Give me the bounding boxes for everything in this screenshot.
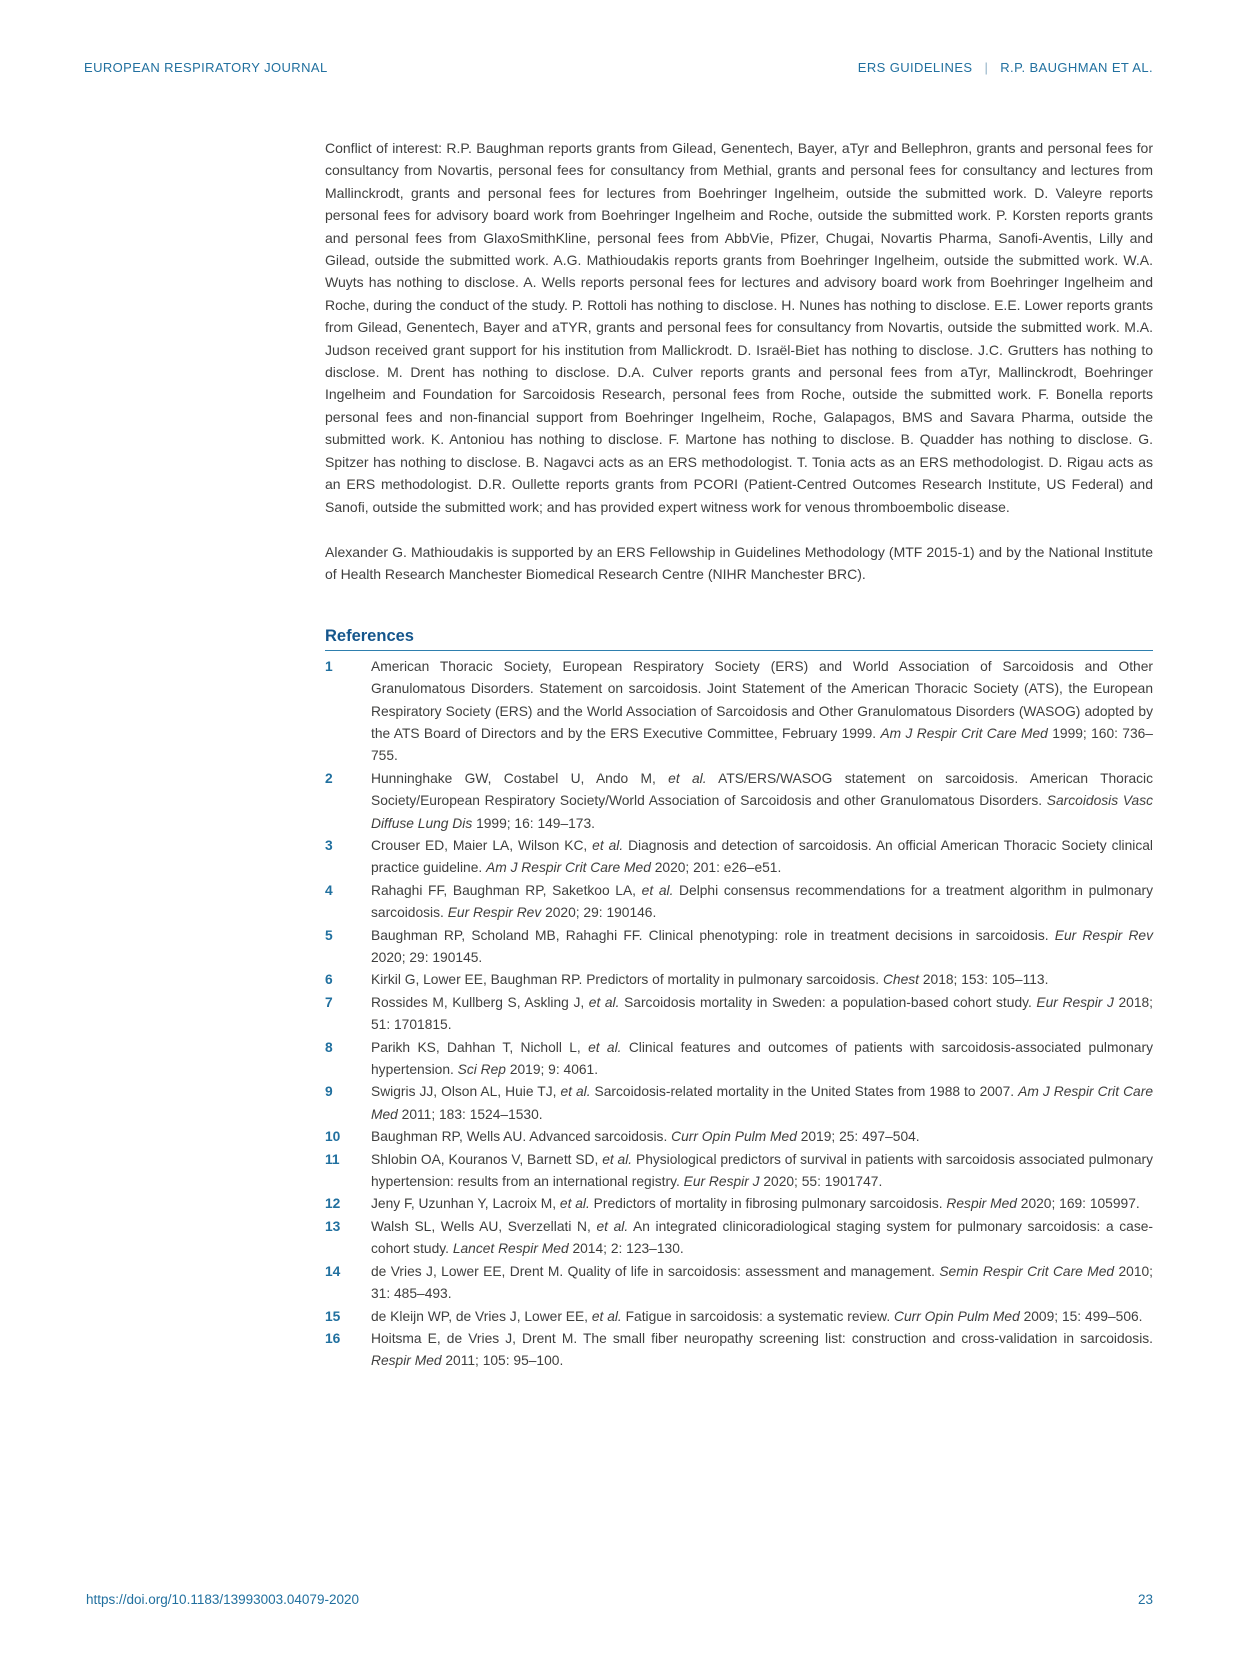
reference-number: 15 [325,1308,341,1324]
reference-number: 9 [325,1084,333,1100]
reference-number: 5 [325,927,333,943]
reference-item [325,1081,1153,1126]
reference-item [325,656,1153,768]
header-separator: | [984,60,989,75]
reference-number: 13 [325,1218,341,1234]
reference-text: Shlobin OA, Kouranos V, Barnett SD, et al. Physiological predictors of survival in patients with sarcoidosis associated pulmonary hypertension: results from an international registry. Eur Respir J 2020; 55: 1901747. [371,1151,1153,1190]
reference-text: de Vries J, Lower EE, Drent M. Quality of life in sarcoidosis: assessment and management. Semin Respir Crit Care Med 2010; 31: 485–493. [371,1263,1154,1302]
section-label: ERS GUIDELINES [857,60,973,75]
reference-text: Kirkil G, Lower EE, Baughman RP. Predictors of mortality in pulmonary sarcoidosis. Chest 2018; 153: 105–113. [371,972,1049,988]
reference-text: Baughman RP, Wells AU. Advanced sarcoidosis. Curr Opin Pulm Med 2019; 25: 497–504. [371,1129,920,1145]
reference-number: 1 [325,658,333,674]
reference-item [325,1216,1153,1261]
reference-text: Rahaghi FF, Baughman RP, Saketkoo LA, et al. Delphi consensus recommendations for a treatment algorithm in pulmonary sarcoidosis. Eur Respir Rev 2020; 29: 190146. [371,882,1153,921]
reference-number: 3 [325,837,333,853]
reference-number: 12 [325,1196,341,1212]
reference-item [325,835,1153,880]
reference-text: Jeny F, Uzunhan Y, Lacroix M, et al. Predictors of mortality in fibrosing pulmonary sarcoidosis. Respir Med 2020; 169: 105997. [371,1196,1140,1212]
doi-link[interactable]: https://doi.org/10.1183/13993003.04079-2020 [86,1592,359,1607]
reference-item [325,1306,1153,1328]
reference-number: 16 [325,1330,341,1346]
funding-support-paragraph: Alexander G. Mathioudakis is supported by an ERS Fellowship in Guidelines Methodology (MTF 2015-1) and by the National Institute of Health Research Manchester Biomedical Research Centre (NIHR Manchester BRC). [325,543,1153,583]
reference-item [325,925,1153,970]
reference-item [325,969,1153,991]
reference-number: 7 [325,994,333,1010]
reference-item [325,1261,1153,1306]
page-number: 23 [1137,1592,1153,1607]
reference-text: Crouser ED, Maier LA, Wilson KC, et al. Diagnosis and detection of sarcoidosis. An official American Thoracic Society clinical practice guideline. Am J Respir Crit Care Med 2020; 201: e26–e51. [371,837,1153,876]
reference-text: de Kleijn WP, de Vries J, Lower EE, et al. Fatigue in sarcoidosis: a systematic review. Curr Opin Pulm Med 2009; 15: 499–506. [371,1308,1143,1324]
conflict-of-interest-paragraph: Conflict of interest: R.P. Baughman reports grants from Gilead, Genentech, Bayer, aTyr and Bellephron, grants and personal fees for consultancy from Novartis, personal fees for consultancy from Methial, grants and personal fees for consultancy and lectures from Mallinckrodt, grants and personal fees for lectures from Boehringer Ingelheim, outside the submitted work. D. Valeyre reports personal fees for advisory board work from Boehringer Ingelheim and Roche, outside the submitted work. P. Korsten reports grants and personal fees from GlaxoSmithKline, personal fees from AbbVie, Pfizer, Chugai, Novartis Pharma, Sanofi-Aventis, Lilly and Gilead, outside the submitted work. A.G. Mathioudakis reports grants from Boehringer Ingelheim, outside the submitted work. W.A. Wuyts has nothing to disclose. A. Wells reports personal fees for lectures and advisory board work from Boehringer Ingelheim and Roche, during the conduct of the study. P. Rottoli has nothing to disclose. H. Nunes has nothing to disclose. E.E. Lower reports grants from Gilead, Genentech, Bayer and aTYR, grants and personal fees for consultancy from Novartis, outside the submitted work. M.A. Judson received grant support for his institution from Mallickrodt. D. Israël-Biet has nothing to disclose. J.C. Grutters has nothing to disclose. M. Drent has nothing to disclose. D.A. Culver reports grants and personal fees from aTyr, Mallinckrodt, Boehringer Ingelheim and Foundation for Sarcoidosis Research, personal fees from Roche, outside the submitted work. F. Bonella reports personal fees and non-financial support from Boehringer Ingelheim, Roche, Galapagos, BMS and Savara Pharma, outside the submitted work. K. Antoniou has nothing to disclose. F. Martone has nothing to disclose. B. Quadder has nothing to disclose. G. Spitzer has nothing to disclose. B. Nagavci acts as an ERS methodologist. T. Tonia acts as an ERS methodologist. D. Rigau acts as an ERS methodologist. D.R. Oullette reports grants from PCORI (Patient-Centred Outcomes Research Institute, US Federal) and Sanofi, outside the submitted work; and has provided expert witness work for venous thromboembolic disease. [325,140,1153,515]
reference-item [325,768,1153,835]
reference-number: 4 [325,882,333,898]
reference-number: 11 [325,1151,340,1167]
reference-text: Swigris JJ, Olson AL, Huie TJ, et al. Sarcoidosis-related mortality in the United States from 1988 to 2007. Am J Respir Crit Care Med 2011; 183: 1524–1530. [371,1084,1153,1122]
running-head [858,60,1153,75]
reference-text: Hunninghake GW, Costabel U, Ando M, et al. ATS/ERS/WASOG statement on sarcoidosis. American Thoracic Society/European Respiratory Society/World Association of Sarcoidosis and other Granulomatous Disorders. Sarcoidosis Vasc Diffuse Lung Dis 1999; 16: 149–173. [371,770,1153,831]
reference-number: 8 [325,1039,333,1055]
authors-label: R.P. BAUGHMAN ET AL. [1000,60,1153,75]
reference-item [325,1193,1153,1215]
reference-number: 10 [325,1129,341,1145]
main-content [325,137,1153,1373]
journal-name: EUROPEAN RESPIRATORY JOURNAL [84,60,328,75]
reference-text: Hoitsma E, de Vries J, Drent M. The small fiber neuropathy screening list: construction and cross-validation in sarcoidosis. Respir Med 2011; 105: 95–100. [371,1330,1153,1369]
reference-text: Parikh KS, Dahhan T, Nicholl L, et al. Clinical features and outcomes of patients with sarcoidosis-associated pulmonary hypertension. Sci Rep 2019; 9: 4061. [371,1039,1153,1078]
reference-number: 2 [325,770,333,786]
page-header [84,60,1153,75]
references-divider [325,650,1153,651]
reference-item [325,880,1153,925]
references-list [325,656,1153,1373]
reference-number: 14 [325,1263,341,1279]
reference-item [325,1149,1153,1194]
references-heading: References [325,626,414,645]
reference-text: Walsh SL, Wells AU, Sverzellati N, et al. An integrated clinicoradiological staging system for pulmonary sarcoidosis: a case-cohort study. Lancet Respir Med 2014; 2: 123–130. [371,1218,1154,1257]
reference-item [325,992,1153,1037]
reference-item [325,1126,1153,1148]
page-footer [86,1592,1153,1607]
reference-item [325,1328,1153,1373]
reference-text: American Thoracic Society, European Respiratory Society (ERS) and World Association of Sarcoidosis and Other Granulomatous Disorders. Statement on sarcoidosis. Joint Statement of the American Thoracic Society (ATS), the European Respiratory Society (ERS) and the World Association of Sarcoidosis and Other Granulomatous Disorders (WASOG) adopted by the ATS Board of Directors and by the ERS Executive Committee, February 1999. Am J Respir Crit Care Med 1999; 160: 736–755. [371,658,1153,764]
reference-text: Baughman RP, Scholand MB, Rahaghi FF. Clinical phenotyping: role in treatment decisions in sarcoidosis. Eur Respir Rev 2020; 29: 190145. [371,927,1153,965]
reference-number: 6 [325,972,333,988]
reference-text: Rossides M, Kullberg S, Askling J, et al. Sarcoidosis mortality in Sweden: a population-based cohort study. Eur Respir J 2018; 51: 1701815. [371,994,1154,1033]
reference-item [325,1037,1153,1082]
